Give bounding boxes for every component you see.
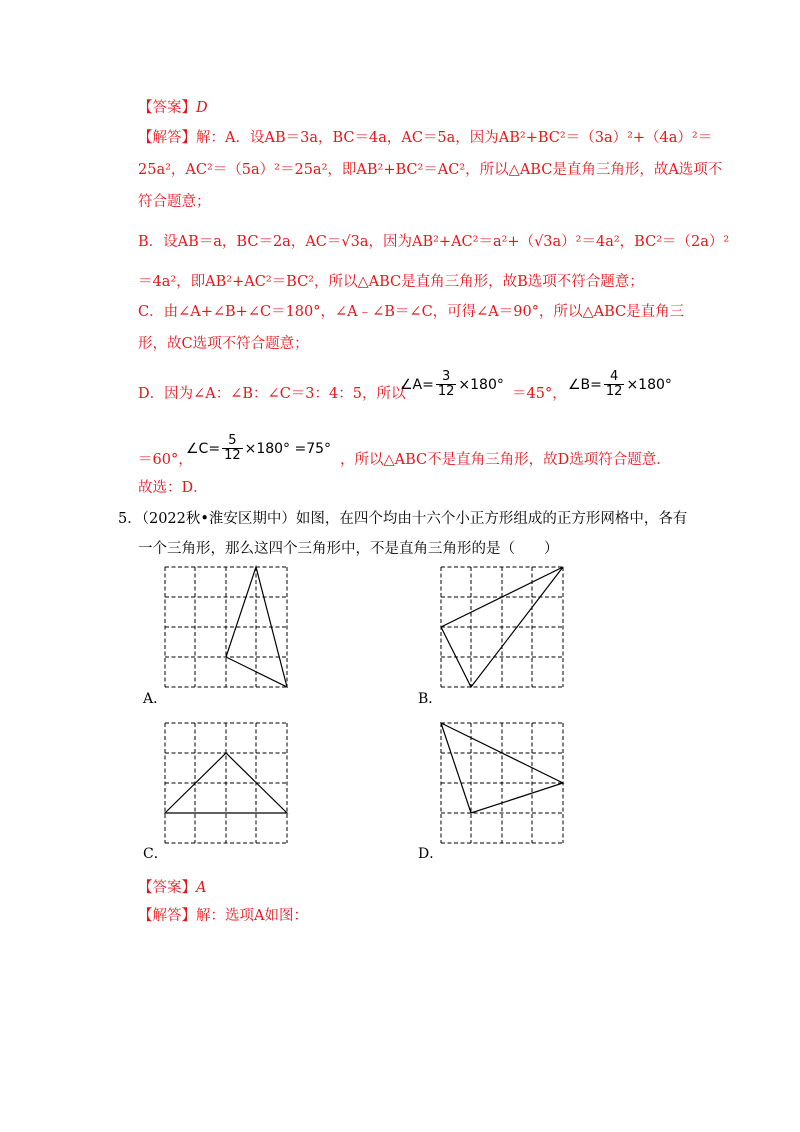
analysis-line-2: 25a²，AC²＝（5a）²＝25a²，即AB²+BC²＝AC²，所以△ABC是直角三角形，故A选项不 [138,162,723,178]
option-b-label: B． [418,691,443,707]
equation-angle-a: ∠A= $\frac{3}{12}$ ×180° [400,369,504,399]
analysis-line-d2-prefix: ＝60°， [138,452,193,468]
analysis-line-b1: B．设AB＝a，BC＝2a，AC＝√3a，因为AB²+AC²＝a²+（√3a）²＝4a²，BC²＝（2a）² [138,234,730,250]
answer-5-line: 【答案】A [138,880,207,896]
figure-a-grid-triangle [160,560,300,696]
question-5-line-2: 一个三角形，那么这四个三角形中，不是直角三角形的是（ ） [138,541,559,557]
figure-c-grid-triangle [160,716,300,852]
fraction-b: $\frac{4}{12}$ [605,369,623,399]
analysis-line-c2: 形，故C选项不符合题意； [138,336,309,352]
figure-d-grid-triangle [436,716,576,852]
analysis-line-d2-suffix: ，所以△ABC不是直角三角形，故D选项符合题意． [340,452,671,468]
analysis-line-d1-prefix: D．因为∠A：∠B：∠C＝3：4：5，所以 [138,386,406,402]
analysis-line-3: 符合题意； [138,194,211,210]
fraction-c: $\frac{5}{12}$ [224,433,241,463]
option-d-label: D． [418,846,444,862]
eq-a-result: ＝45°， [512,386,567,402]
answer-line: 【答案】D [138,100,208,116]
equation-angle-c: ∠C= $\frac{5}{12}$ ×180° =75° [186,433,332,463]
analysis-line-c1: C．由∠A+∠B+∠C＝180°，∠A﹣∠B＝∠C，可得∠A＝90°，所以△ABC是直角三 [138,304,685,320]
figure-b-grid-triangle [436,560,576,696]
analysis-line-1: 【解答】解：A．设AB＝3a，BC＝4a，AC＝5a，因为AB²+BC²＝（3a）²+（4a）²＝ [138,130,713,146]
question-5-line-1: 5．（2022秋•淮安区期中）如图，在四个均由十六个小正方形组成的正方形网格中，各有 [118,511,688,527]
option-c-label: C． [143,846,168,862]
option-a-label: A． [143,691,168,707]
analysis-5-line: 【解答】解：选项A如图： [138,908,308,924]
fraction-a: $\frac{3}{12}$ [437,369,455,399]
equation-angle-b: ∠B= $\frac{4}{12}$ ×180° [568,369,672,399]
analysis-line-b2: ＝4a²，即AB²+AC²＝BC²，所以△ABC是直角三角形，故B选项不符合题意； [138,274,644,290]
conclusion-line: 故选：D． [138,480,208,496]
